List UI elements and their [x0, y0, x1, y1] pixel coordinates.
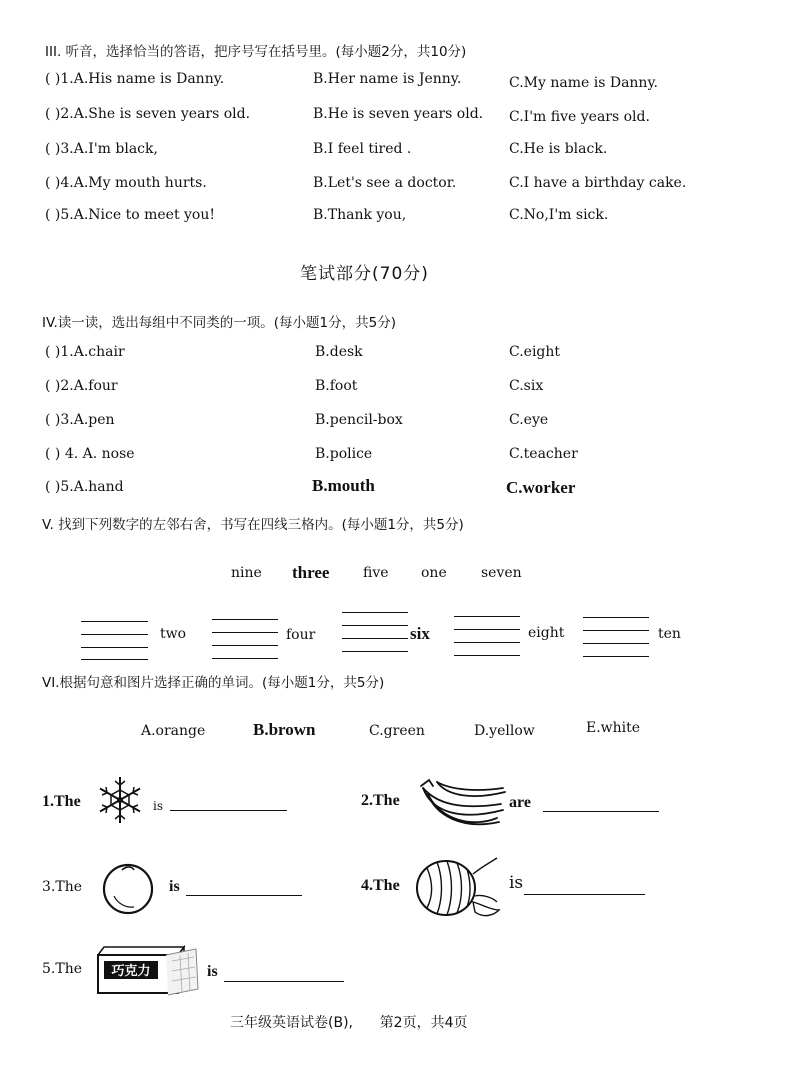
q3-5-b: B.Thank you, [313, 207, 407, 223]
chocolate-box-icon [96, 945, 200, 997]
q3-5-c: C.No,I'm sick. [509, 207, 609, 223]
target-word: eight [528, 625, 565, 641]
q4-4-c: C.teacher [509, 446, 578, 462]
item-4-verb: is [509, 873, 524, 893]
q4-5-b: B.mouth [312, 476, 375, 495]
item-5-answer-blank[interactable] [224, 981, 344, 982]
snowflake-icon [94, 774, 146, 826]
choice-word: C.green [369, 723, 425, 739]
q4-1-c: C.eight [509, 344, 561, 360]
item-1-prefix: 1.The [42, 793, 81, 810]
given-word: one [421, 565, 447, 581]
page-footer: 三年级英语试卷(B), 第2页，共4页 [230, 1015, 468, 1031]
section-5-title: V. 找到下列数字的左邻右舍，书写在四线三格内。(每小题1分，共5分) [42, 517, 464, 533]
q3-3-a: ( )3.A.I'm black, [45, 141, 158, 157]
chocolate-label: 巧克力 [111, 964, 151, 979]
q4-2-c: C.six [509, 378, 544, 394]
item-2-verb: are [509, 794, 531, 811]
q3-2-a: ( )2.A.She is seven years old. [45, 106, 251, 122]
target-word: four [286, 627, 316, 643]
choice-word: A.orange [141, 723, 206, 739]
item-1-verb: is [153, 799, 163, 813]
q4-1-b: B.desk [315, 344, 363, 360]
item-3-verb: is [169, 878, 180, 895]
q3-1-a: ( )1.A.His name is Danny. [45, 71, 225, 87]
item-5-verb: is [207, 963, 218, 980]
q3-4-a: ( )4.A.My mouth hurts. [45, 175, 207, 191]
q4-4-b: B.police [315, 446, 373, 462]
q3-3-c: C.He is black. [509, 141, 608, 157]
q4-1-a: ( )1.A.chair [45, 344, 125, 360]
item-2-answer-blank[interactable] [543, 811, 659, 812]
q4-3-c: C.eye [509, 412, 549, 428]
item-4-prefix: 4.The [361, 877, 400, 894]
section-4-title: IV.读一读，选出每组中不同类的一项。(每小题1分，共5分) [42, 315, 396, 331]
section-6-title: VI.根据句意和图片选择正确的单词。(每小题1分，共5分) [42, 675, 385, 691]
q4-3-b: B.pencil-box [315, 412, 403, 428]
q3-3-b: B.I feel tired . [313, 141, 412, 157]
watermelon-icon [413, 852, 503, 922]
q3-2-b: B.He is seven years old. [313, 106, 484, 122]
given-word: five [363, 565, 389, 581]
item-1-answer-blank[interactable] [170, 810, 287, 811]
target-word: six [410, 624, 430, 643]
given-word: seven [481, 565, 522, 581]
given-word: three [292, 563, 330, 582]
item-3-prefix: 3.The [42, 879, 82, 895]
q3-4-c: C.I have a birthday cake. [509, 175, 687, 191]
given-word: nine [231, 565, 262, 581]
item-5-prefix: 5.The [42, 961, 82, 977]
q4-3-a: ( )3.A.pen [45, 412, 115, 428]
section-3-title: III. 听音，选择恰当的答语，把序号写在括号里。(每小题2分，共10分) [45, 44, 467, 60]
q3-4-b: B.Let's see a doctor. [313, 175, 457, 191]
item-2-prefix: 2.The [361, 792, 400, 809]
item-4-answer-blank[interactable] [524, 894, 645, 895]
q3-5-a: ( )5.A.Nice to meet you! [45, 207, 216, 223]
item-3-answer-blank[interactable] [186, 895, 302, 896]
q4-2-a: ( )2.A.four [45, 378, 118, 394]
choice-word: B.brown [253, 720, 316, 739]
written-part-title: 笔试部分(70分) [300, 264, 429, 284]
target-word: two [160, 626, 187, 642]
choice-word: E.white [586, 720, 641, 736]
q4-4-a: ( ) 4. A. nose [45, 446, 135, 462]
q4-5-c: C.worker [506, 478, 576, 497]
q3-1-c: C.My name is Danny. [509, 75, 658, 91]
bananas-icon [417, 776, 509, 832]
target-word: ten [658, 626, 681, 642]
q4-2-b: B.foot [315, 378, 358, 394]
choice-word: D.yellow [474, 723, 535, 739]
q4-5-a: ( )5.A.hand [45, 479, 124, 495]
orange-icon [100, 860, 156, 916]
q3-1-b: B.Her name is Jenny. [313, 71, 462, 87]
q3-2-c: C.I'm five years old. [509, 109, 650, 125]
